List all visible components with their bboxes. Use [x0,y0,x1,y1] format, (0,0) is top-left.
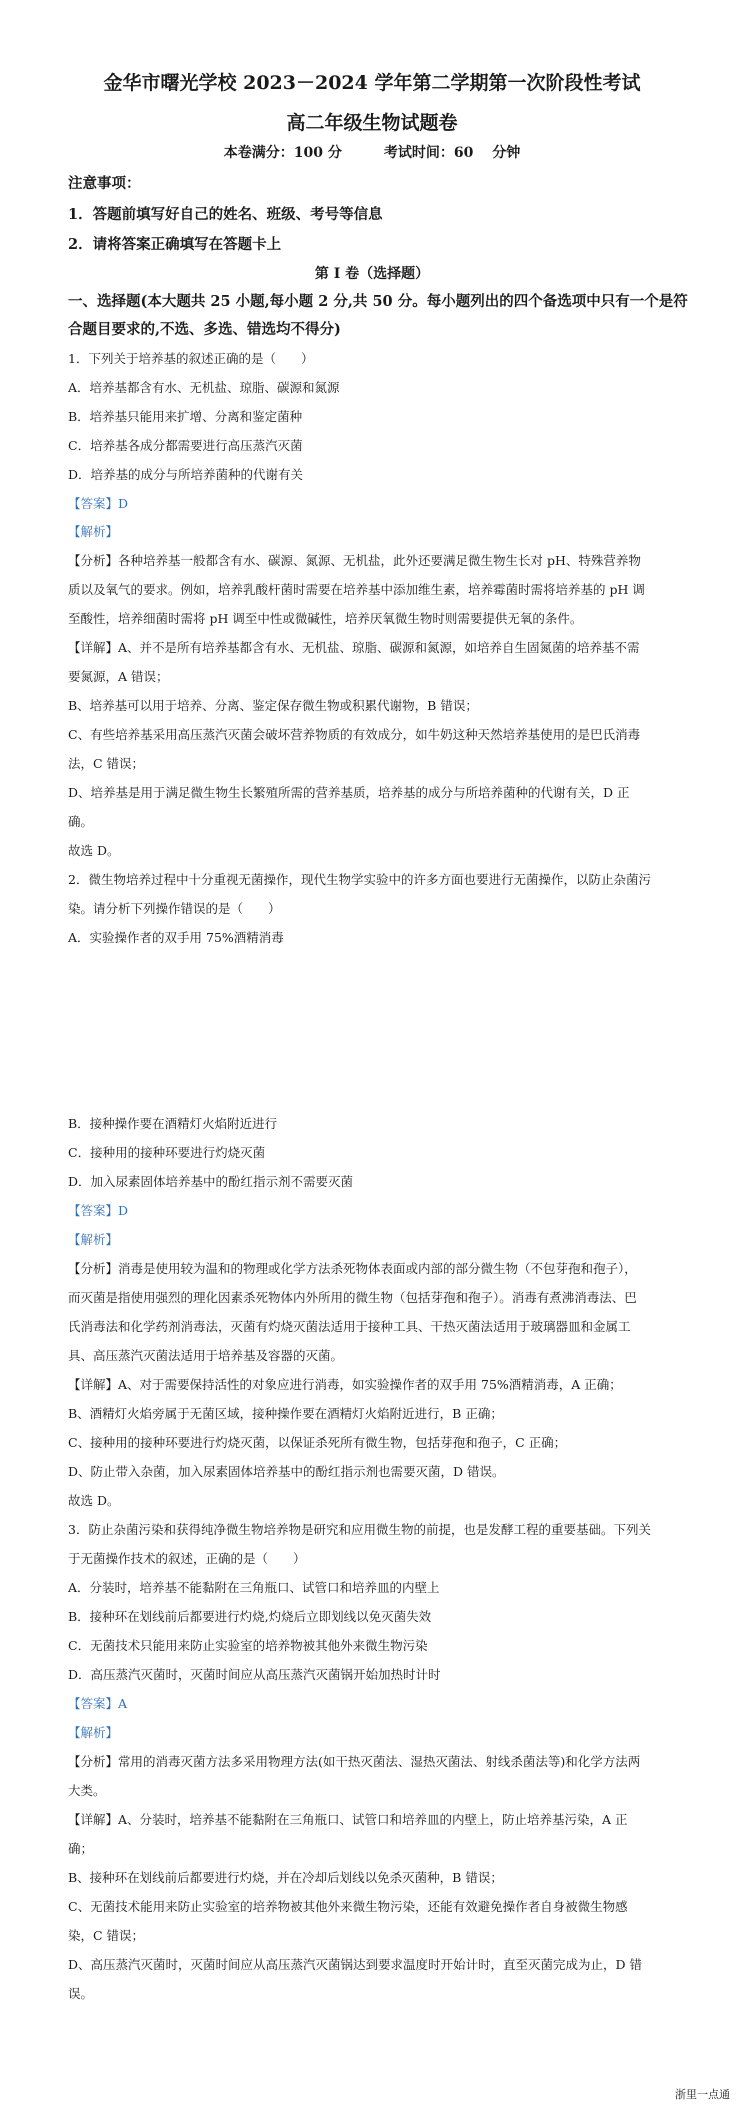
section-desc: 一、选择题(本大题共 25 小题,每小题 2 分,共 50 分。每小题列出的四个备选项中只有一个是符 [68,293,688,310]
detail-text: B、培养基可以用于培养、分离、鉴定保存微生物或积累代谢物，B 错误； [68,698,478,713]
detail-text: C、有些培养基采用高压蒸汽灭菌会破坏营养物质的有效成分，如牛奶这种天然培养基使用的是巴氏消毒 [68,727,641,742]
question-stem: 染。请分析下列操作错误的是（ ） [68,901,281,916]
option-c: C．接种用的接种环要进行灼烧灭菌 [68,1145,266,1160]
conclusion-text: 故选 D。 [68,843,120,858]
analysis-label: 【解析】 [68,524,119,539]
question-stem: 1．下列关于培养基的叙述正确的是（ ） [68,351,314,366]
detail-text: D、防止带入杂菌，加入尿素固体培养基中的酚红指示剂也需要灭菌，D 错误。 [68,1464,505,1479]
detail-text: 【详解】A、并不是所有培养基都含有水、无机盐、琼脂、碳源和氮源，如培养自生固氮菌的培养基不需 [68,640,640,655]
detail-text: 确； [68,1841,94,1856]
analysis-label: 【解析】 [68,1725,119,1740]
footer-watermark: 浙里一点通 [675,2088,730,2101]
detail-text: 确。 [68,814,94,829]
analysis-text: 而灭菌是指使用强烈的理化因素杀死物体内外所用的微生物（包括芽孢和孢子）。消毒有煮沸消毒法、巴 [68,1290,637,1305]
exam-info: 本卷满分：100 分 考试时间：60 分钟 [223,145,521,161]
option-b: B．接种环在划线前后都要进行灼烧,灼烧后立即划线以免灭菌失效 [68,1609,432,1624]
analysis-text: 【分析】各种培养基一般都含有水、碳源、氮源、无机盐，此外还要满足微生物生长对 pH、特殊营养物 [68,553,641,568]
detail-text: B、酒精灯火焰旁属于无菌区域，接种操作要在酒精灯火焰附近进行，B 正确； [68,1406,503,1421]
detail-text: 染，C 错误； [68,1928,145,1943]
analysis-text: 【分析】常用的消毒灭菌方法多采用物理方法(如干热灭菌法、湿热灭菌法、射线杀菌法等)和化学方法两 [68,1754,641,1769]
detail-text: 误。 [68,1986,94,2001]
question-stem: 于无菌操作技术的叙述，正确的是（ ） [68,1551,306,1566]
option-d: D．加入尿素固体培养基中的酚红指示剂不需要灭菌 [68,1174,354,1189]
detail-text: C、接种用的接种环要进行灼烧灭菌，以保证杀死所有微生物，包括芽孢和孢子，C 正确； [68,1435,567,1450]
section-title: 第 I 卷（选择题） [314,266,430,282]
detail-text: D、培养基是用于满足微生物生长繁殖所需的营养基质，培养基的成分与所培养菌种的代谢有关，D 正 [68,785,630,800]
option-a: A．实验操作者的双手用 75%酒精消毒 [68,930,284,945]
analysis-text: 【分析】消毒是使用较为温和的物理或化学方法杀死物体表面或内部的部分微生物（不包芽孢和孢子）， [68,1261,637,1276]
detail-text: C、无菌技术能用来防止实验室的培养物被其他外来微生物污染，还能有效避免操作者自身被微生物感 [68,1899,628,1914]
detail-text: 法，C 错误； [68,756,145,771]
analysis-text: 大类。 [68,1783,106,1798]
answer-label: 【答案】A [68,1696,128,1711]
question-stem: 3．防止杂菌污染和获得纯净微生物培养物是研究和应用微生物的前提，也是发酵工程的重要基础。下列关 [68,1522,651,1537]
exam-title: 金华市曙光学校 2023－2024 学年第二学期第一次阶段性考试 [103,72,641,94]
option-c: C．培养基各成分都需要进行高压蒸汽灭菌 [68,438,303,453]
detail-text: B、接种环在划线前后都要进行灼烧，并在冷却后划线以免杀灭菌种，B 错误； [68,1870,503,1885]
option-d: D．培养基的成分与所培养菌种的代谢有关 [68,467,304,482]
detail-text: 【详解】A、对于需要保持活性的对象应进行消毒，如实验操作者的双手用 75%酒精消毒，A 正确； [68,1377,622,1392]
analysis-text: 具、高压蒸汽灭菌法适用于培养基及容器的灭菌。 [68,1348,344,1363]
section-desc: 合题目要求的,不选、多选、错选均不得分) [68,321,341,338]
analysis-text: 至酸性，培养细菌时需将 pH 调至中性或微碱性，培养厌氧微生物时则需要提供无氧的条件。 [68,611,583,626]
option-a: A．培养基都含有水、无机盐、琼脂、碳源和氮源 [68,380,340,395]
analysis-text: 质以及氧气的要求。例如，培养乳酸杆菌时需要在培养基中添加维生素，培养霉菌时需将培养基的 pH 调 [68,582,645,597]
notice-item: 2．请将答案正确填写在答题卡上 [68,236,282,253]
question-stem: 2．微生物培养过程中十分重视无菌操作，现代生物学实验中的许多方面也要进行无菌操作，以防止杂菌污 [68,872,651,887]
detail-text: D、高压蒸汽灭菌时，灭菌时间应从高压蒸汽灭菌锅达到要求温度时开始计时，直至灭菌完成为止，D 错 [68,1957,643,1972]
notice-item: 1．答题前填写好自己的姓名、班级、考号等信息 [68,206,383,223]
analysis-label: 【解析】 [68,1232,119,1247]
detail-text: 【详解】A、分装时，培养基不能黏附在三角瓶口、试管口和培养皿的内壁上，防止培养基污染，A 正 [68,1812,628,1827]
answer-label: 【答案】D [68,1203,129,1218]
option-d: D．高压蒸汽灭菌时，灭菌时间应从高压蒸汽灭菌锅开始加热时计时 [68,1667,441,1682]
option-a: A．分装时，培养基不能黏附在三角瓶口、试管口和培养皿的内壁上 [68,1580,440,1595]
analysis-text: 氏消毒法和化学药剂消毒法，灭菌有灼烧灭菌法适用于接种工具、干热灭菌法适用于玻璃器皿和金属工 [68,1319,631,1334]
option-b: B．培养基只能用来扩增、分离和鉴定菌种 [68,409,303,424]
notice-heading: 注意事项： [68,175,141,192]
option-b: B．接种操作要在酒精灯火焰附近进行 [68,1116,278,1131]
detail-text: 要氮源，A 错误； [68,669,169,684]
conclusion-text: 故选 D。 [68,1493,120,1508]
answer-label: 【答案】D [68,496,129,511]
exam-subtitle: 高二年级生物试题卷 [286,112,458,134]
option-c: C．无菌技术只能用来防止实验室的培养物被其他外来微生物污染 [68,1638,428,1653]
